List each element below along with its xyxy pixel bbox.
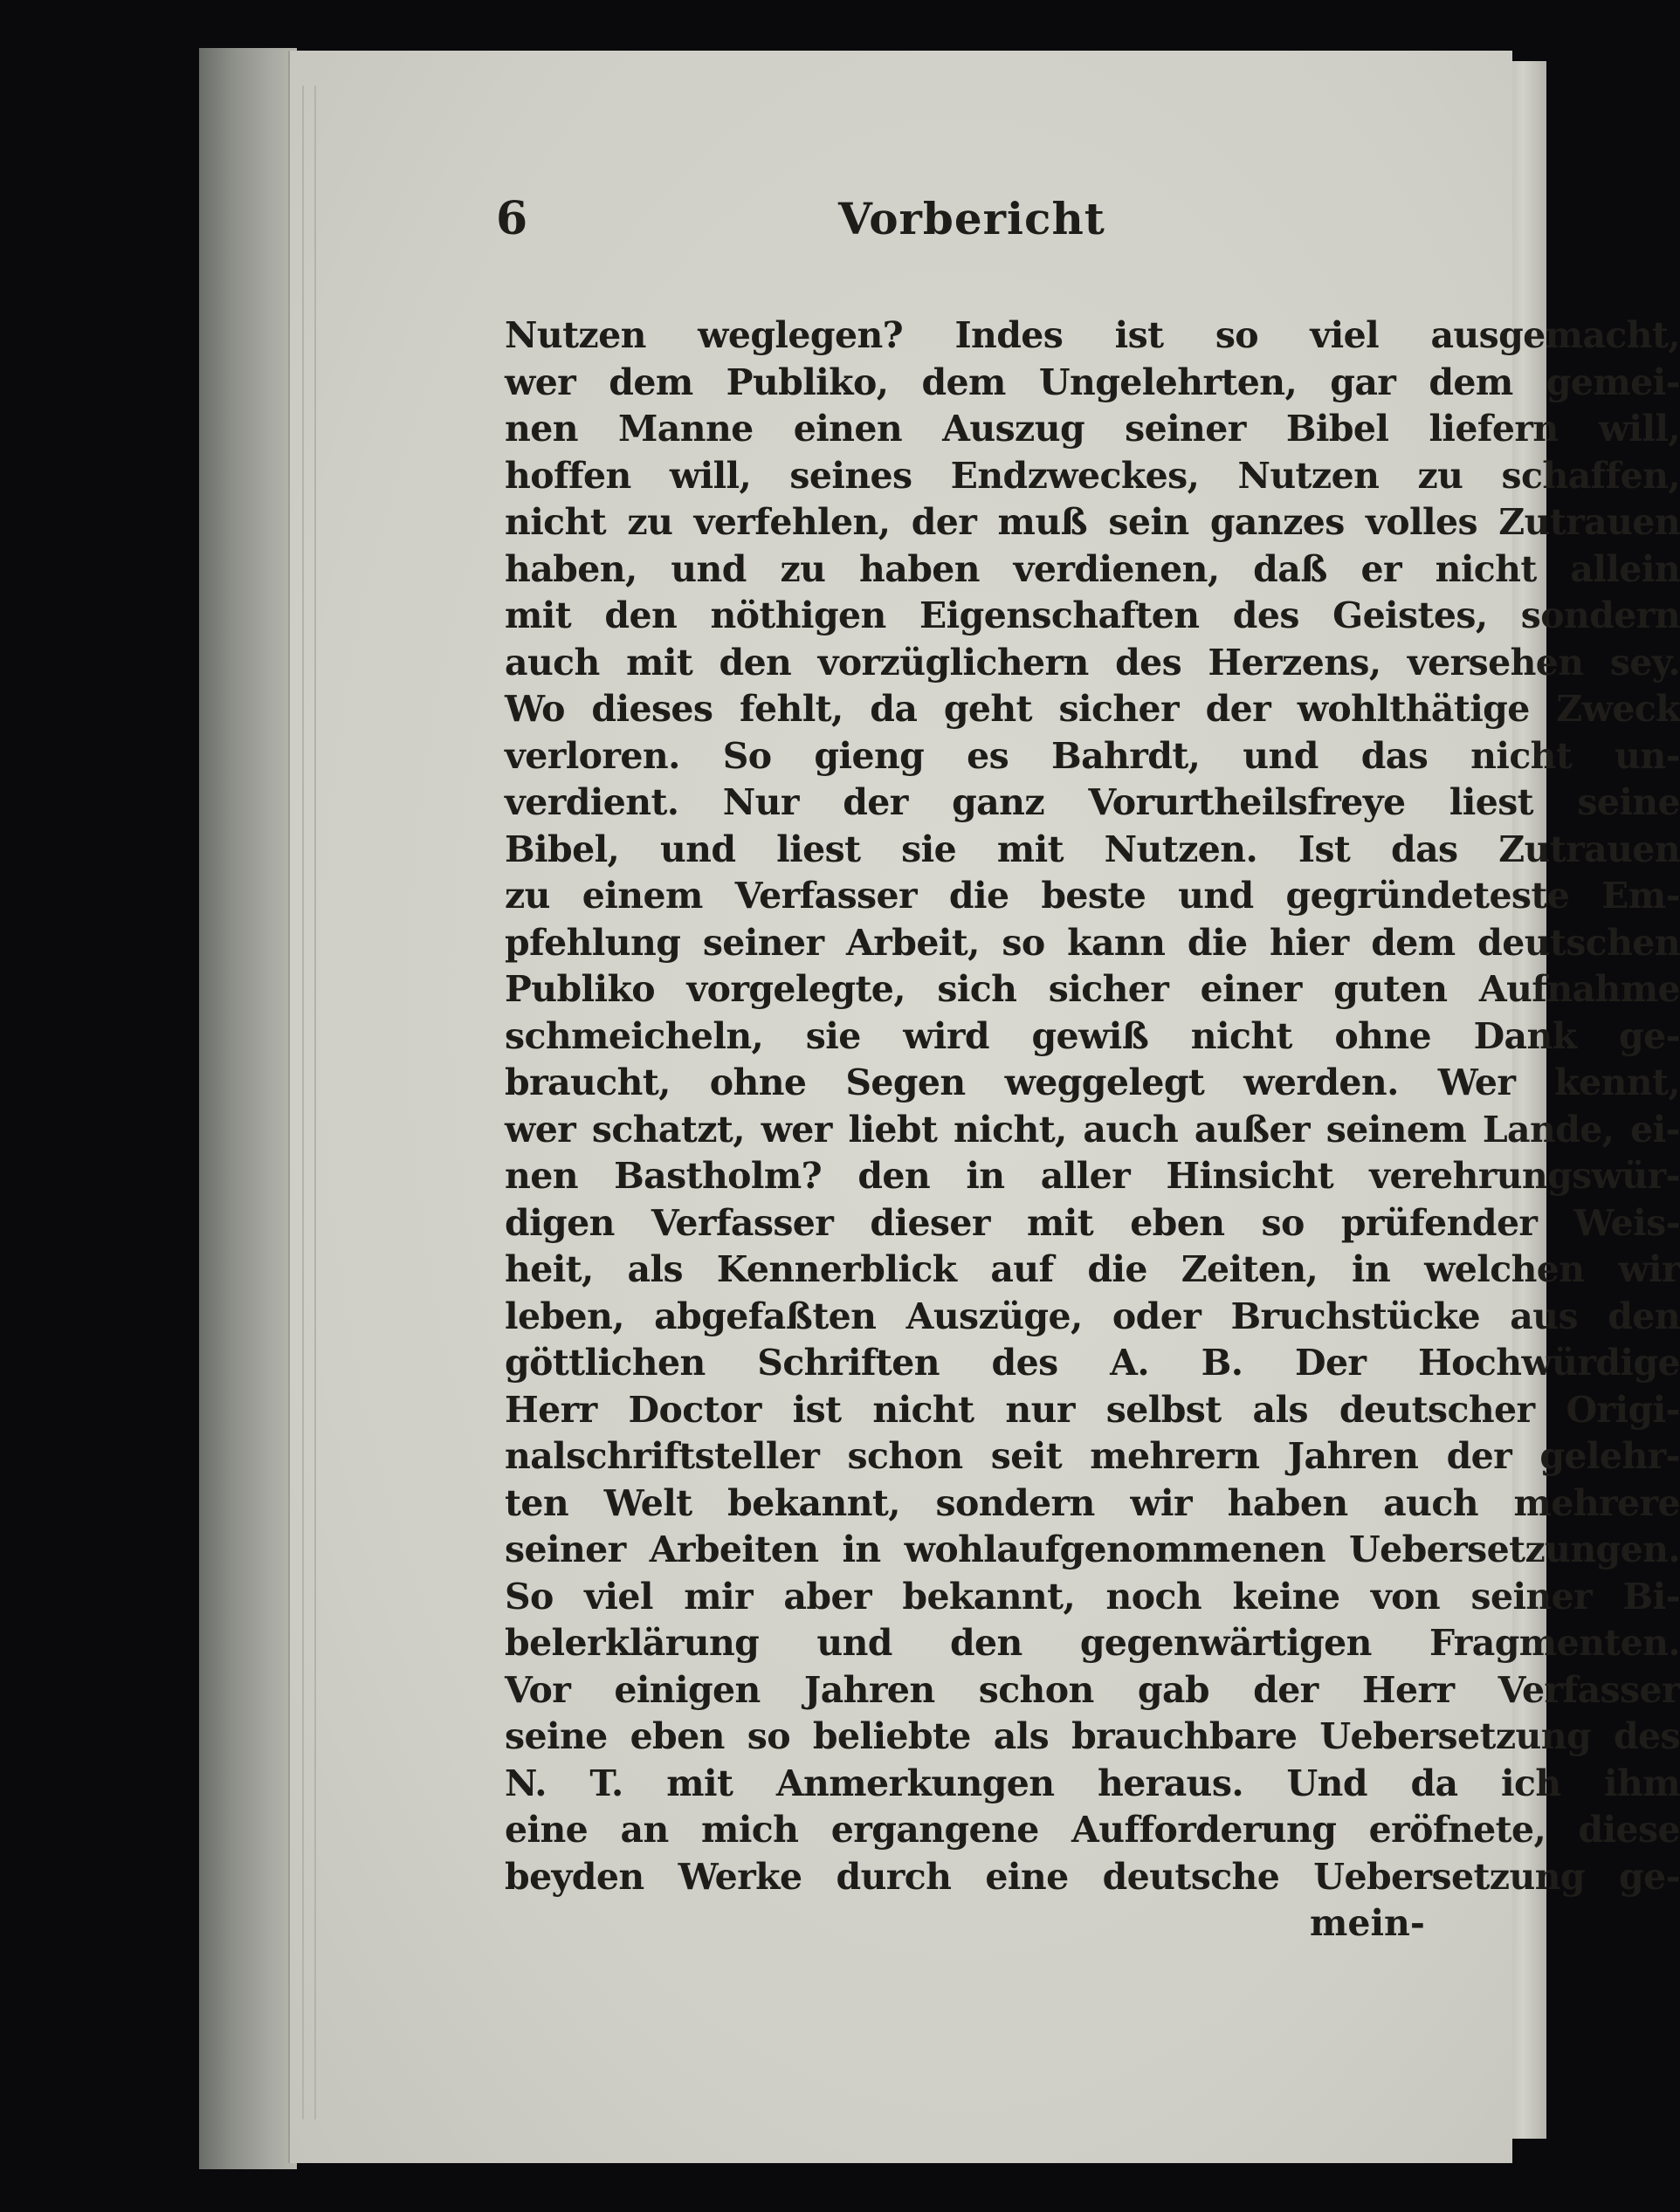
- text-line: nicht zu verfehlen, der muß sein ganzes volles Zutrauen: [505, 501, 1680, 543]
- text-line: Vor einigen Jahren schon gab der Herr Verfasser: [505, 1668, 1680, 1711]
- binding-edge: [199, 48, 297, 2169]
- text-line: auch mit den vorzüglichern des Herzens, versehen sey.: [505, 641, 1680, 684]
- text-line: digen Verfasser dieser mit eben so prüfender Weis-: [505, 1201, 1680, 1244]
- catchword-wrap: [1310, 1900, 1425, 1947]
- text-line: wer dem Publiko, dem Ungelehrten, gar dem gemei-: [505, 361, 1680, 403]
- text-line: wer schatzt, wer liebt nicht, auch außer seinem Lande, ei-: [505, 1108, 1680, 1151]
- text-line: verloren. So gieng es Bahrdt, und das nicht un-: [505, 734, 1680, 777]
- text-line: Nutzen weglegen? Indes ist so viel ausgemacht,: [505, 314, 1680, 356]
- book-page: [288, 51, 1680, 2163]
- text-line: seine eben so beliebte als brauchbare Uebersetzung des: [505, 1715, 1680, 1757]
- text-line: zu einem Verfasser die beste und gegründeteste Em-: [505, 875, 1680, 917]
- page-number: 6: [496, 192, 528, 245]
- text-line: braucht, ohne Segen weggelegt werden. Wer kennt,: [505, 1061, 1680, 1103]
- text-line: eine an mich ergangene Aufforderung eröfnete, diese: [505, 1809, 1680, 1851]
- text-line: hoffen will, seines Endzweckes, Nutzen zu schaffen,: [505, 454, 1680, 497]
- text-line: ten Welt bekannt, sondern wir haben auch mehrere: [505, 1481, 1680, 1524]
- text-line: göttlichen Schriften des A. B. Der Hochwürdige: [505, 1342, 1680, 1384]
- text-line: nen Bastholm? den in aller Hinsicht verehrungswür-: [505, 1155, 1680, 1197]
- text-line: seiner Arbeiten in wohlaufgenommenen Uebersetzungen.: [505, 1528, 1680, 1570]
- text-line: heit, als Kennerblick auf die Zeiten, in welchen wir: [505, 1248, 1680, 1290]
- text-line: leben, abgefaßten Auszüge, oder Bruchstücke aus den: [505, 1295, 1680, 1337]
- text-line: nalschriftsteller schon seit mehrern Jahren der gelehr-: [505, 1435, 1680, 1477]
- text-line: Bibel, und liest sie mit Nutzen. Ist das Zutrauen: [505, 828, 1680, 870]
- text-line: schmeicheln, sie wird gewiß nicht ohne Dank ge-: [505, 1014, 1680, 1057]
- text-line: pfehlung seiner Arbeit, so kann die hier dem deutschen: [505, 921, 1680, 964]
- text-line: N. T. mit Anmerkungen heraus. Und da ich ihm: [505, 1762, 1680, 1804]
- text-line: beyden Werke durch eine deutsche Uebersetzung ge-: [505, 1855, 1680, 1898]
- running-head: Vorbericht: [838, 193, 1105, 244]
- body-text: [505, 313, 1680, 1900]
- catchword: mein-: [1310, 1902, 1425, 1944]
- text-line: So viel mir aber bekannt, noch keine von seiner Bi-: [505, 1575, 1680, 1618]
- text-line: Herr Doctor ist nicht nur selbst als deutscher Origi-: [505, 1388, 1680, 1431]
- text-line: Wo dieses fehlt, da geht sicher der wohlthätige Zweck: [505, 688, 1680, 730]
- text-line: haben, und zu haben verdienen, daß er nicht allein: [505, 547, 1680, 590]
- text-line: verdient. Nur der ganz Vorurtheilsfreye liest seine: [505, 781, 1680, 823]
- text-line: belerklärung und den gegenwärtigen Fragmenten.: [505, 1622, 1680, 1664]
- text-line: mit den nöthigen Eigenschaften des Geistes, sondern: [505, 594, 1680, 636]
- text-block: [290, 51, 1680, 2163]
- text-line: Publiko vorgelegte, sich sicher einer guten Aufnahme: [505, 968, 1680, 1010]
- text-line: nen Manne einen Auszug seiner Bibel liefern will,: [505, 408, 1680, 450]
